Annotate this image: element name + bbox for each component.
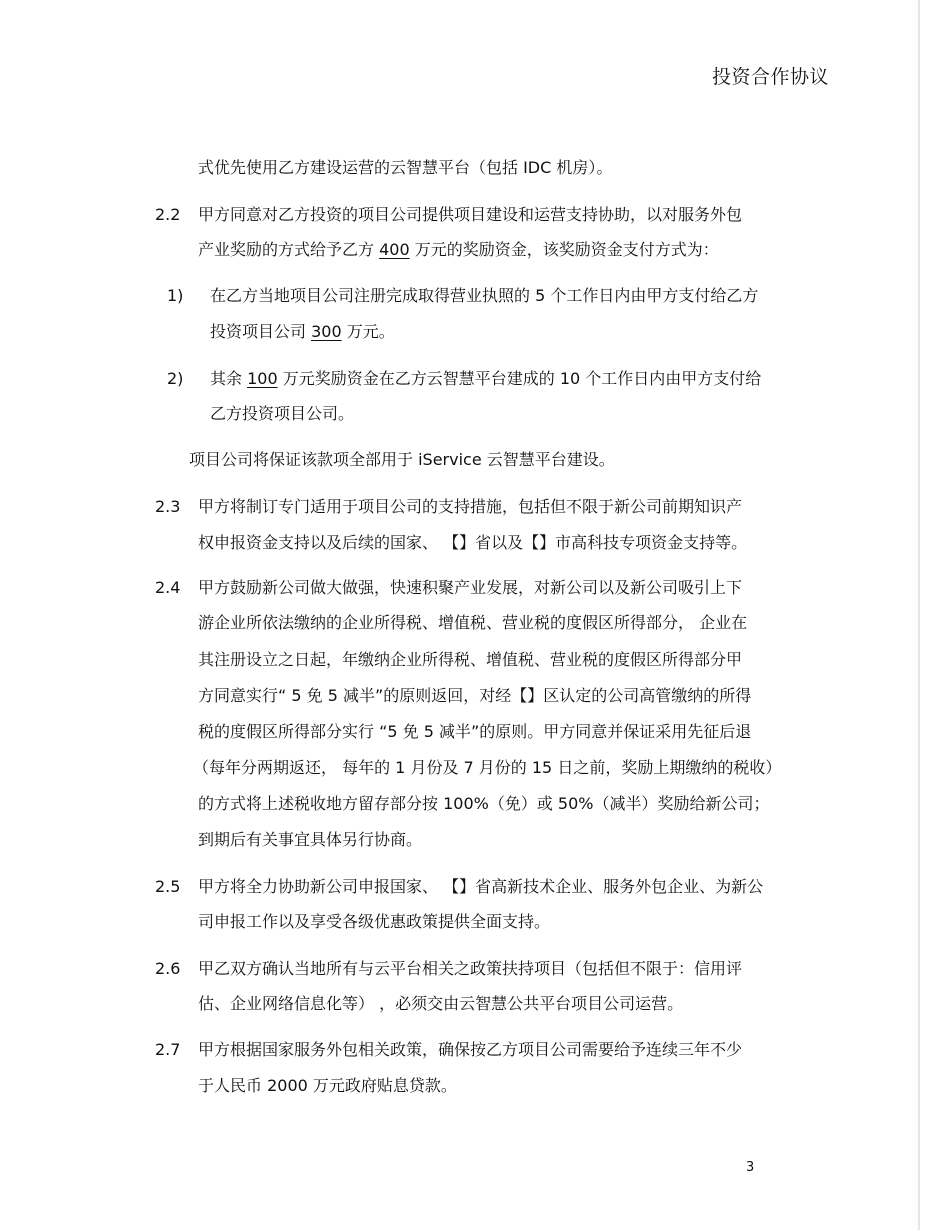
item-2-text-a: 其余 xyxy=(210,369,248,388)
item-2-line-2: 乙方投资项目公司。 xyxy=(210,404,355,423)
clause-2-3-line-2: 权申报资金支持以及后续的国家、 【】省以及【】市高科技专项资金支持等。 xyxy=(198,533,748,552)
item-number-2: 2) xyxy=(167,369,184,388)
reward-amount-400: 400 xyxy=(379,240,410,259)
clause-2-4-line-8: 到期后有关事宜具体另行协商。 xyxy=(198,830,423,849)
payment-amount-300: 300 xyxy=(311,322,342,341)
clause-2-4-line-4: 方同意实行“ 5 免 5 减半”的原则返回，对经【】区认定的公司高管缴纳的所得 xyxy=(198,686,752,705)
clause-2-4-line-1: 甲方鼓励新公司做大做强，快速积聚产业发展，对新公司以及新公司吸引上下 xyxy=(198,578,743,597)
clause-2-2-line-1: 甲方同意对乙方投资的项目公司提供项目建设和运营支持协助，以对服务外包 xyxy=(198,205,743,224)
item-1-line-2 xyxy=(210,321,395,343)
clause-2-4-line-5: 税的度假区所得部分实行 “5 免 5 减半”的原则。甲方同意并保证采用先征后退 xyxy=(198,722,752,741)
clause-2-4-line-3: 其注册设立之日起，年缴纳企业所得税、增值税、营业税的度假区所得部分甲 xyxy=(198,650,743,669)
clause-number-2-3: 2.3 xyxy=(155,497,181,516)
item-1-text-b: 万元。 xyxy=(341,322,395,341)
clause-2-2-text-a: 产业奖励的方式给予乙方 xyxy=(198,240,380,259)
clause-2-2-line-2 xyxy=(198,239,719,261)
clause-2-5-line-1: 甲方将全力协助新公司申报国家、 【】省高新技术企业、服务外包企业、为新公 xyxy=(198,877,764,896)
clause-2-7-line-2: 于人民币 2000 万元政府贴息贷款。 xyxy=(198,1076,457,1095)
page-number: 3 xyxy=(746,1160,755,1175)
clause-2-6-line-1: 甲乙双方确认当地所有与云平台相关之政策扶持项目（包括但不限于：信用评 xyxy=(198,959,743,978)
clause-2-3-line-1: 甲方将制订专门适用于项目公司的支持措施，包括但不限于新公司前期知识产 xyxy=(198,497,743,516)
item-1-text-a: 投资项目公司 xyxy=(210,322,312,341)
item-number-1: 1) xyxy=(167,286,184,305)
clause-number-2-5: 2.5 xyxy=(155,877,181,896)
clause-number-2-7: 2.7 xyxy=(155,1040,181,1059)
item-2-text-b: 万元奖励资金在乙方云智慧平台建成的 10 个工作日内由甲方支付给 xyxy=(277,369,762,388)
clause-2-2-text-b: 万元的奖励资金，该奖励资金支付方式为： xyxy=(409,240,719,259)
intro-line: 式优先使用乙方建设运营的云智慧平台（包括 IDC 机房）。 xyxy=(198,158,613,177)
clause-2-7-line-1: 甲方根据国家服务外包相关政策，确保按乙方项目公司需要给予连续三年不少 xyxy=(198,1040,743,1059)
payment-amount-100: 100 xyxy=(247,369,278,388)
item-1-line-1: 在乙方当地项目公司注册完成取得营业执照的 5 个工作日内由甲方支付给乙方 xyxy=(210,286,759,305)
clause-2-4-line-2: 游企业所依法缴纳的企业所得税、增值税、营业税的度假区所得部分， 企业在 xyxy=(198,613,748,632)
clause-2-5-line-2: 司申报工作以及享受各级优惠政策提供全面支持。 xyxy=(198,912,551,931)
clause-2-4-line-7: 的方式将上述税收地方留存部分按 100%（免）或 50%（减半）奖励给新公司； xyxy=(198,794,770,813)
clause-2-6-line-2: 估、企业网络信息化等） ，必须交由云智慧公共平台项目公司运营。 xyxy=(198,994,684,1013)
page-edge xyxy=(918,0,920,1230)
clause-number-2-6: 2.6 xyxy=(155,959,181,978)
document-header-title: 投资合作协议 xyxy=(711,66,829,88)
guarantee-line: 项目公司将保证该款项全部用于 iService 云智慧平台建设。 xyxy=(189,450,615,469)
clause-number-2-2: 2.2 xyxy=(155,205,181,224)
item-2-line-1 xyxy=(210,368,761,390)
clause-2-4-line-6: （每年分两期返还， 每年的 1 月份及 7 月份的 15 日之前，奖励上期缴纳的税收） xyxy=(193,758,782,777)
clause-number-2-4: 2.4 xyxy=(155,578,181,597)
